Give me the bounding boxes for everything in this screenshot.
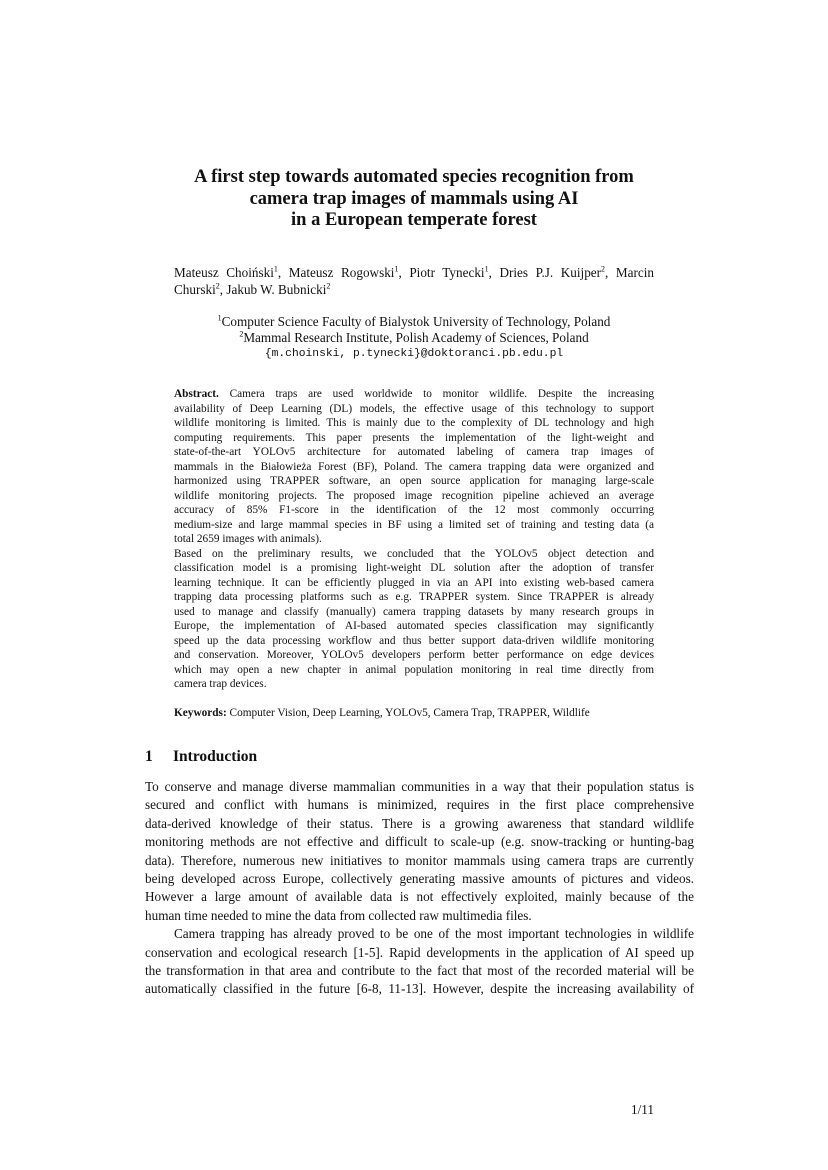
author-affiliation-mark: 2 bbox=[601, 264, 606, 274]
author-affiliation-mark: 2 bbox=[215, 281, 220, 291]
author-name: , Mateusz Rogowski bbox=[277, 265, 395, 280]
author-name: Churski bbox=[174, 282, 216, 297]
abstract-line: medium-size and large mammal species in BF using a limited set of training and testing data (a bbox=[174, 518, 654, 531]
abstract-line bbox=[174, 387, 654, 402]
author-affiliation-mark: 2 bbox=[326, 281, 331, 291]
author-line bbox=[174, 264, 654, 281]
author-affiliation-mark: 1 bbox=[484, 264, 489, 274]
abstract bbox=[174, 387, 654, 692]
abstract-line: camera trap devices. bbox=[174, 678, 267, 690]
body-line: data). Therefore, numerous new initiatives to monitor mammals using camera traps are currently bbox=[145, 852, 694, 868]
affiliation-text: Computer Science Faculty of Bialystok University of Technology, Poland bbox=[221, 314, 611, 329]
abstract-line: Europe, the implementation of AI-based automated species classification may significantly bbox=[174, 620, 654, 632]
abstract-line: and conservation. Moreover, YOLOv5 developers perform better performance on edge devices bbox=[174, 649, 654, 661]
body-line: conservation and ecological research [1-5]. Rapid developments in the application of AI speed up bbox=[145, 944, 694, 960]
body-line: human time needed to mine the data from collected raw multimedia files. bbox=[145, 907, 532, 923]
section-number: 1 bbox=[145, 748, 153, 765]
abstract-line: Based on the preliminary results, we concluded that the YOLOv5 object detection and bbox=[174, 547, 654, 560]
title-line: in a European temperate forest bbox=[291, 210, 537, 230]
author-list bbox=[174, 264, 654, 298]
author-name: , Dries P.J. Kuijper bbox=[488, 265, 602, 280]
abstract-line: accuracy of 85% F1-score in the identification of the 12 most commonly occurring bbox=[174, 504, 654, 516]
body-line: monitoring methods are not effective and difficult to scale-up (e.g. snow-tracking or hunting-bag bbox=[145, 834, 694, 850]
body-line: However a large amount of available data is not effectively exploited, mainly because of the bbox=[145, 889, 694, 905]
section-title: Introduction bbox=[173, 748, 258, 765]
abstract-line: trapping data processing platforms such as e.g. TRAPPER system. Since TRAPPER is already bbox=[174, 591, 654, 603]
abstract-line: harmonized using TRAPPER software, an open source application for managing large-scale bbox=[174, 475, 654, 487]
affiliation-line bbox=[174, 314, 654, 330]
body-line: Camera trapping has already proved to be one of the most important technologies in wildlife bbox=[174, 926, 694, 942]
abstract-line: mammals in the Białowieża Forest (BF), Poland. The camera trapping data were organized and bbox=[174, 460, 654, 473]
abstract-line: availability of Deep Learning (DL) models, the effective usage of this technology to support bbox=[174, 402, 654, 415]
author-name: , Marcin bbox=[605, 265, 654, 280]
abstract-line: wildlife monitoring is limited. This is mainly due to the complexity of DL technology and high bbox=[174, 417, 654, 429]
affiliation-text: Mammal Research Institute, Polish Academy of Sciences, Poland bbox=[243, 330, 589, 345]
abstract-line: speed up the data processing workflow and thus better support data-driven wildlife monitoring bbox=[174, 634, 654, 647]
abstract-line: computing requirements. This paper presents the implementation of the light-weight and bbox=[174, 431, 654, 444]
author-affiliation-mark: 1 bbox=[394, 264, 399, 274]
body-line: automatically classified in the future [6-8, 11-13]. However, despite the increasing availability of bbox=[145, 981, 694, 997]
abstract-line: which may open a new chapter in animal population monitoring in real time directly from bbox=[174, 663, 654, 676]
keywords-text: Computer Vision, Deep Learning, YOLOv5, Camera Trap, TRAPPER, Wildlife bbox=[226, 707, 590, 719]
contact-email: {m.choinski, p.tynecki}@doktoranci.pb.edu.pl bbox=[264, 348, 564, 360]
abstract-line: used to manage and classify (manually) camera trapping datasets by many research groups in bbox=[174, 605, 654, 618]
author-name: , Piotr Tynecki bbox=[398, 265, 485, 280]
affiliation-mark: 2 bbox=[239, 329, 244, 339]
keywords-label: Keywords: bbox=[174, 707, 227, 719]
section-heading bbox=[145, 747, 257, 767]
abstract-line: classification model is a promising light-weight DL solution after the adoption of transfer bbox=[174, 562, 654, 574]
body-line: secured and conflict with humans is minimized, requires in the first place comprehensive bbox=[145, 797, 694, 813]
body-line: being developed across Europe, collectively generating massive amounts of pictures and videos. bbox=[145, 871, 694, 887]
body-text bbox=[145, 778, 694, 999]
title-line: A first step towards automated species recognition from bbox=[194, 167, 634, 187]
body-line: To conserve and manage diverse mammalian communities in a way that their population status is bbox=[145, 779, 694, 794]
author-name: , Jakub W. Bubnicki bbox=[219, 282, 327, 297]
keywords bbox=[174, 706, 654, 720]
paper-title bbox=[150, 167, 678, 232]
body-line: the transformation in that area and contribute to the fact that most of the recorded material will be bbox=[145, 963, 694, 979]
abstract-text: Camera traps are used worldwide to monitor wildlife. Despite the increasing bbox=[218, 388, 654, 400]
body-line: data-derived knowledge of their status. There is a growing awareness that standard wildlife bbox=[145, 815, 694, 831]
author-line bbox=[174, 281, 654, 298]
title-line: camera trap images of mammals using AI bbox=[249, 188, 579, 209]
abstract-label: Abstract. bbox=[174, 388, 219, 400]
author-name: Mateusz Choiński bbox=[174, 265, 274, 280]
abstract-line: state-of-the-art YOLOv5 architecture for automated labeling of camera trap images of bbox=[174, 446, 654, 458]
abstract-line: learning technique. It can be efficiently plugged in via an API into existing web-based camera bbox=[174, 576, 654, 589]
affiliation-mark: 1 bbox=[217, 313, 222, 323]
abstract-line: total 2659 images with animals). bbox=[174, 533, 322, 545]
affiliations bbox=[174, 314, 654, 362]
abstract-line: wildlife monitoring projects. The proposed image recognition pipeline achieved an average bbox=[174, 489, 654, 502]
affiliation-line bbox=[174, 330, 654, 346]
author-affiliation-mark: 1 bbox=[273, 264, 278, 274]
page-number: 1/11 bbox=[631, 1102, 654, 1117]
